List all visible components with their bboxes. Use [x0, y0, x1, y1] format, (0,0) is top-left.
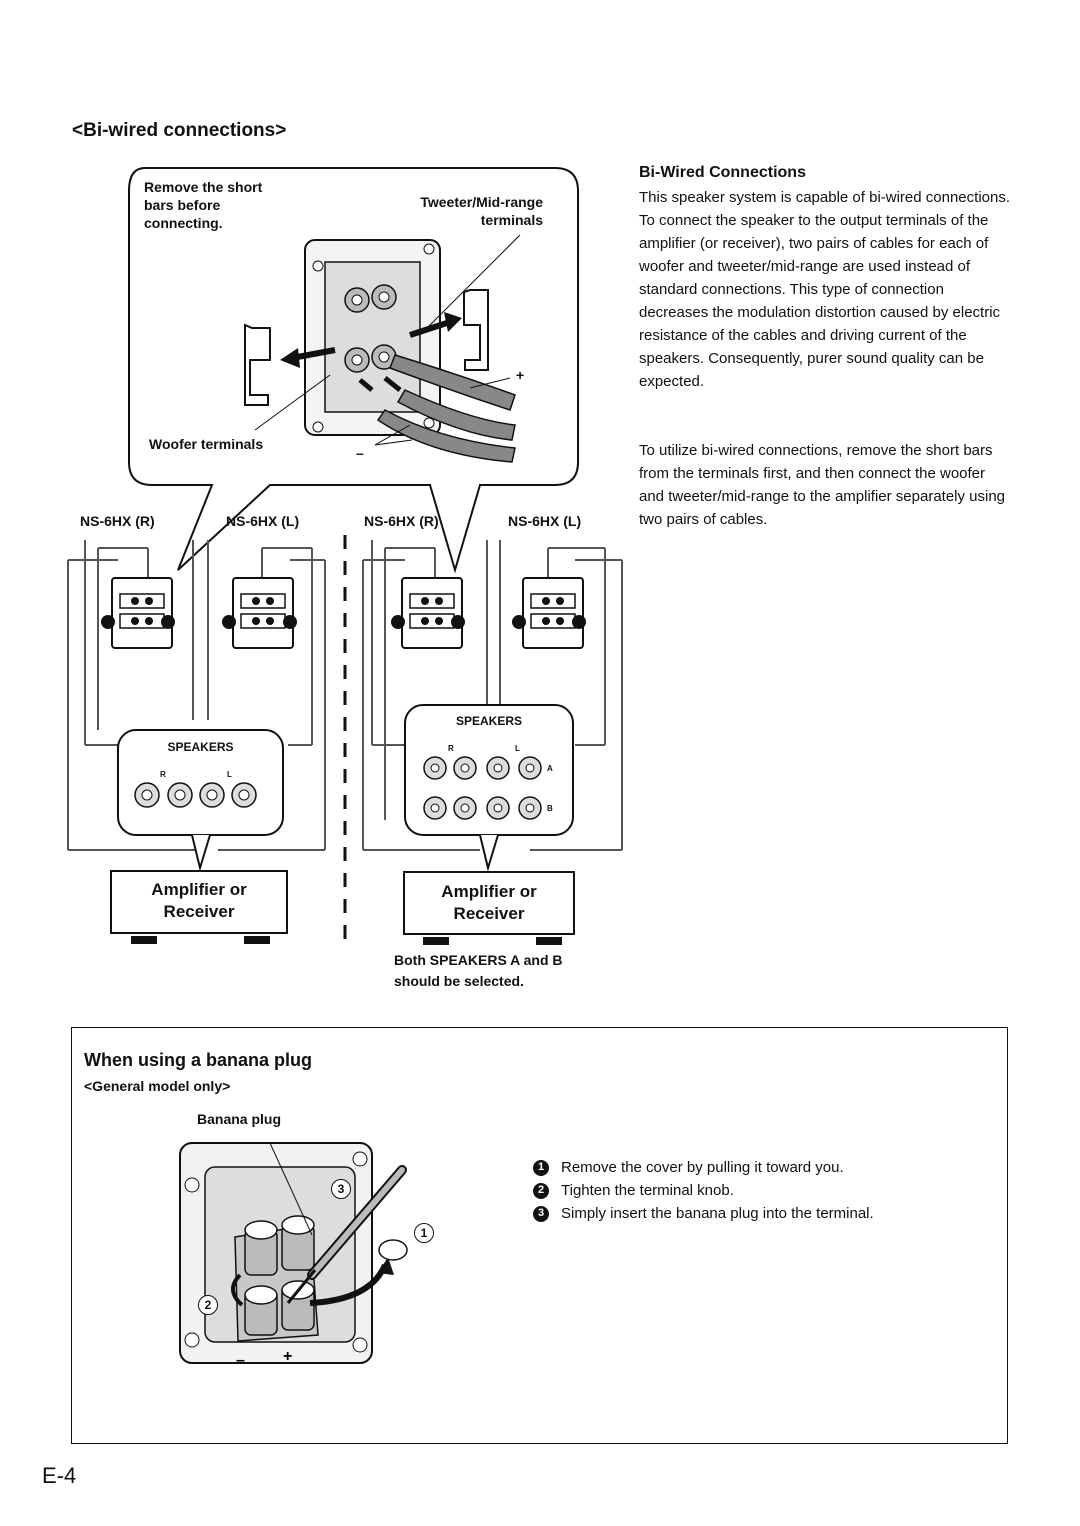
right-amp-foot [423, 937, 449, 945]
step-3-marker: 3 [331, 1179, 351, 1199]
right-amp-line1: Amplifier or [441, 882, 537, 901]
right-ch-r: R [448, 744, 454, 753]
right-speakers-panel-label: SPEAKERS [455, 714, 523, 728]
left-speakers-panel-label: SPEAKERS [167, 740, 234, 754]
tweeter-terminals-label: Tweeter/Mid-range terminals [420, 194, 543, 228]
left-ch-l: L [227, 770, 232, 779]
banana-plus-sign: + [283, 1348, 293, 1365]
both-speakers-note: Both SPEAKERS A and B should be selected. [394, 952, 563, 989]
minus-label: – [356, 445, 364, 461]
left-speaker-r-label: NS-6HX (R) [80, 513, 155, 529]
remove-short-bars-label: Remove the short bars before connecting. [144, 179, 263, 231]
woofer-terminals-label: Woofer terminals [149, 436, 264, 452]
left-speaker-l-label: NS-6HX (L) [226, 513, 300, 529]
left-amp-line1: Amplifier or [151, 880, 247, 899]
left-ch-r: R [160, 770, 166, 779]
left-amp-foot [131, 936, 157, 944]
section-title: <Bi-wired connections> [72, 120, 287, 141]
step-2-marker: 2 [198, 1295, 218, 1315]
right-amp-foot [536, 937, 562, 945]
right-terminal-b: B [547, 804, 553, 813]
left-amp-foot [244, 936, 270, 944]
step-number-badge: 2 [533, 1183, 549, 1199]
step-number-badge: 3 [533, 1206, 549, 1222]
plus-label: + [516, 367, 525, 383]
left-amp-line2: Receiver [163, 902, 235, 921]
step-row [533, 1202, 874, 1225]
right-ch-l: L [515, 744, 520, 753]
step-1-marker: 1 [414, 1223, 434, 1243]
step-row [533, 1179, 874, 1202]
right-speaker-l-label: NS-6HX (L) [508, 513, 582, 529]
step-text: Remove the cover by pulling it toward you. [561, 1159, 844, 1176]
bi-wired-heading: Bi-Wired Connections [639, 164, 806, 181]
step-text: Simply insert the banana plug into the terminal. [561, 1205, 874, 1222]
banana-plug-illustration [170, 1125, 440, 1385]
right-amp-line2: Receiver [453, 904, 525, 923]
page-number: E-4 [42, 1463, 77, 1488]
left-amplifier-box [110, 870, 288, 934]
right-amplifier-box [403, 871, 575, 935]
step-row [533, 1156, 874, 1179]
banana-heading: When using a banana plug [84, 1050, 313, 1070]
step-text: Tighten the terminal knob. [561, 1182, 734, 1199]
general-model-note: <General model only> [84, 1078, 231, 1094]
banana-steps-list [533, 1156, 874, 1225]
right-terminal-a: A [547, 764, 553, 773]
step-number-badge: 1 [533, 1160, 549, 1176]
banana-minus-sign: – [236, 1352, 245, 1369]
banana-plug-label: Banana plug [197, 1111, 282, 1127]
bi-wired-paragraph-1: This speaker system is capable of bi-wired connections. To connect the speaker to the output terminals of the amplifier (or receiver), two pairs of cables for each of woofer and tweeter/mid-range are used instead of standard connections. This type of connection decreases the modulation distortion caused by electric resistance of the cables and driving current of the speakers. Consequently, purer sound quality can be expected. [639, 189, 1011, 390]
right-speaker-r-label: NS-6HX (R) [364, 513, 439, 529]
bi-wired-paragraph-2: To utilize bi-wired connections, remove the short bars from the terminals first, and then connect the woofer and tweeter/mid-range to the amplifier separately using two pairs of cables. [639, 442, 1006, 528]
